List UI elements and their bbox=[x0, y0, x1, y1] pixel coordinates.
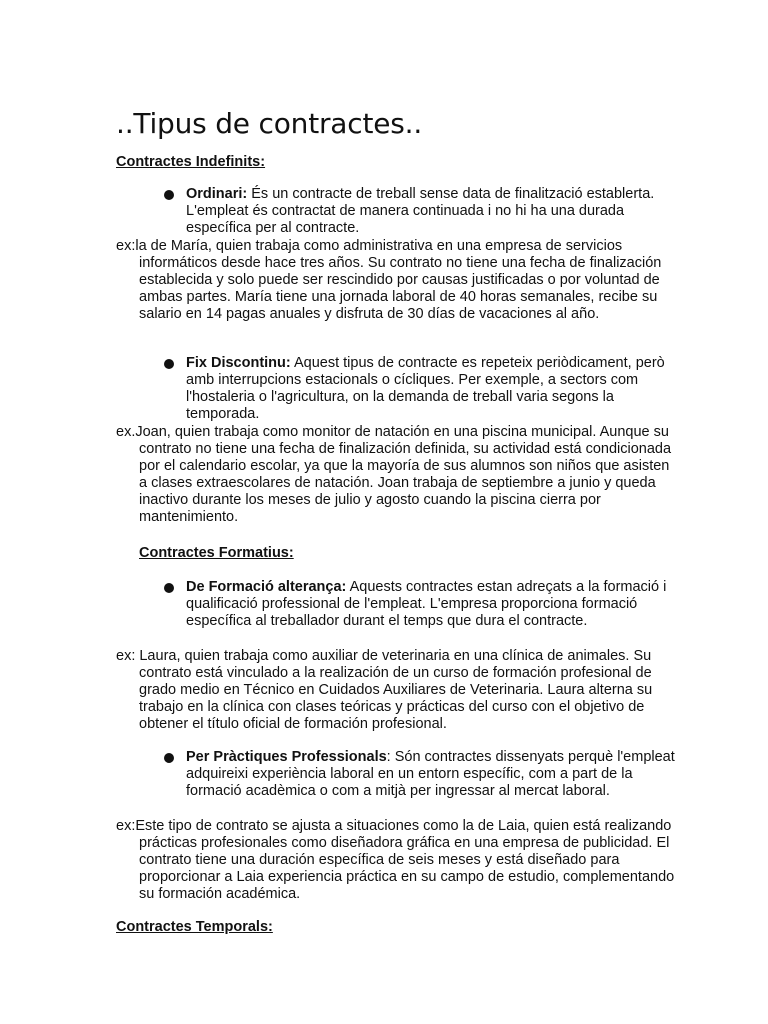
heading-contractes-indefinits: Contractes Indefinits: bbox=[116, 154, 266, 170]
bullet-text: : Són contractes dissenyats perquè l'empleat adquireixi experiència laboral en un entorn específic, com a part de la formació acadèmica o com a mitjà per ingressar al mercat laboral. bbox=[186, 749, 675, 799]
bullet-term: Ordinari: bbox=[186, 186, 248, 202]
example-ordinari: ex:la de María, quien trabaja como administrativa en una empresa de servicios informáticos desde hace tres años. Su contrato no tiene una fecha de finalización establecida y solo puede ser rescindido por causas justificadas o por voluntad de ambas partes. María tiene una jornada laboral de 40 horas semanales, recibe su salario en 14 pagas anuales y disfruta de 30 días de vacaciones al año. bbox=[116, 238, 662, 322]
example-fix-discontinu: ex.Joan, quien trabaja como monitor de natación en una piscina municipal. Aunque su contrato no tiene una fecha de finalización definida, su actividad está condicionada por el calendario escolar, ya que la mayoría de sus alumnos son niños que asisten a clases extraescolares de natación. Joan trabaja de septiembre a junio y queda inactivo durante los meses de julio y agosto cuando la piscina cierra por mantenimiento. bbox=[116, 424, 672, 525]
page-title: ..Tipus de contractes.. bbox=[116, 107, 423, 140]
heading-contractes-temporals: Contractes Temporals: bbox=[116, 919, 273, 935]
bullet-dot-icon bbox=[164, 190, 174, 200]
bullet-dot-icon bbox=[164, 583, 174, 593]
bullet-term: Per Pràctiques Professionals bbox=[186, 749, 387, 765]
bullet-term: Fix Discontinu: bbox=[186, 355, 291, 371]
bullet-term: De Formació alterança: bbox=[186, 579, 347, 595]
bullet-ordinari bbox=[186, 186, 680, 237]
bullet-formacio-alternanca bbox=[186, 579, 680, 630]
bullet-text: Aquest tipus de contracte es repeteix periòdicament, però amb interrupcions estacionals o cícliques. Per exemple, a sectors com l'hostaleria o l'agricultura, on la demanda de treball varia segons la temporada. bbox=[186, 355, 665, 422]
bullet-text: És un contracte de treball sense data de finalització establerta. L'empleat és contractat de manera continuada i no hi ha una durada específica per al contracte. bbox=[186, 186, 655, 236]
bullet-text: Aquests contractes estan adreçats a la formació i qualificació professional de l'empleat. L'empresa proporciona formació específica al treballador durant el temps que dura el contracte. bbox=[186, 579, 667, 629]
example-practiques-professionals: ex:Este tipo de contrato se ajusta a situaciones como la de Laia, quien está realizando prácticas profesionales como diseñadora gráfica en una empresa de publicidad. El contrato tiene una duración específica de seis meses y está diseñado para proporcionar a Laia experiencia práctica en su campo de estudio, complementando su formación académica. bbox=[116, 818, 675, 902]
example-formacio-alternanca: ex: Laura, quien trabaja como auxiliar de veterinaria en una clínica de animales. Su contrato está vinculado a la realización de un curso de formación profesional de grado medio en Técnico en Cuidados Auxiliares de Veterinaria. Laura alterna su trabajo en la clínica con clases teóricas y prácticas del curso con el objetivo de obtener el título oficial de formación profesional. bbox=[116, 648, 653, 732]
bullet-practiques-professionals bbox=[186, 749, 680, 800]
bullet-dot-icon bbox=[164, 359, 174, 369]
heading-contractes-formatius: Contractes Formatius: bbox=[139, 545, 294, 561]
bullet-dot-icon bbox=[164, 753, 174, 763]
bullet-fix-discontinu bbox=[186, 355, 680, 423]
